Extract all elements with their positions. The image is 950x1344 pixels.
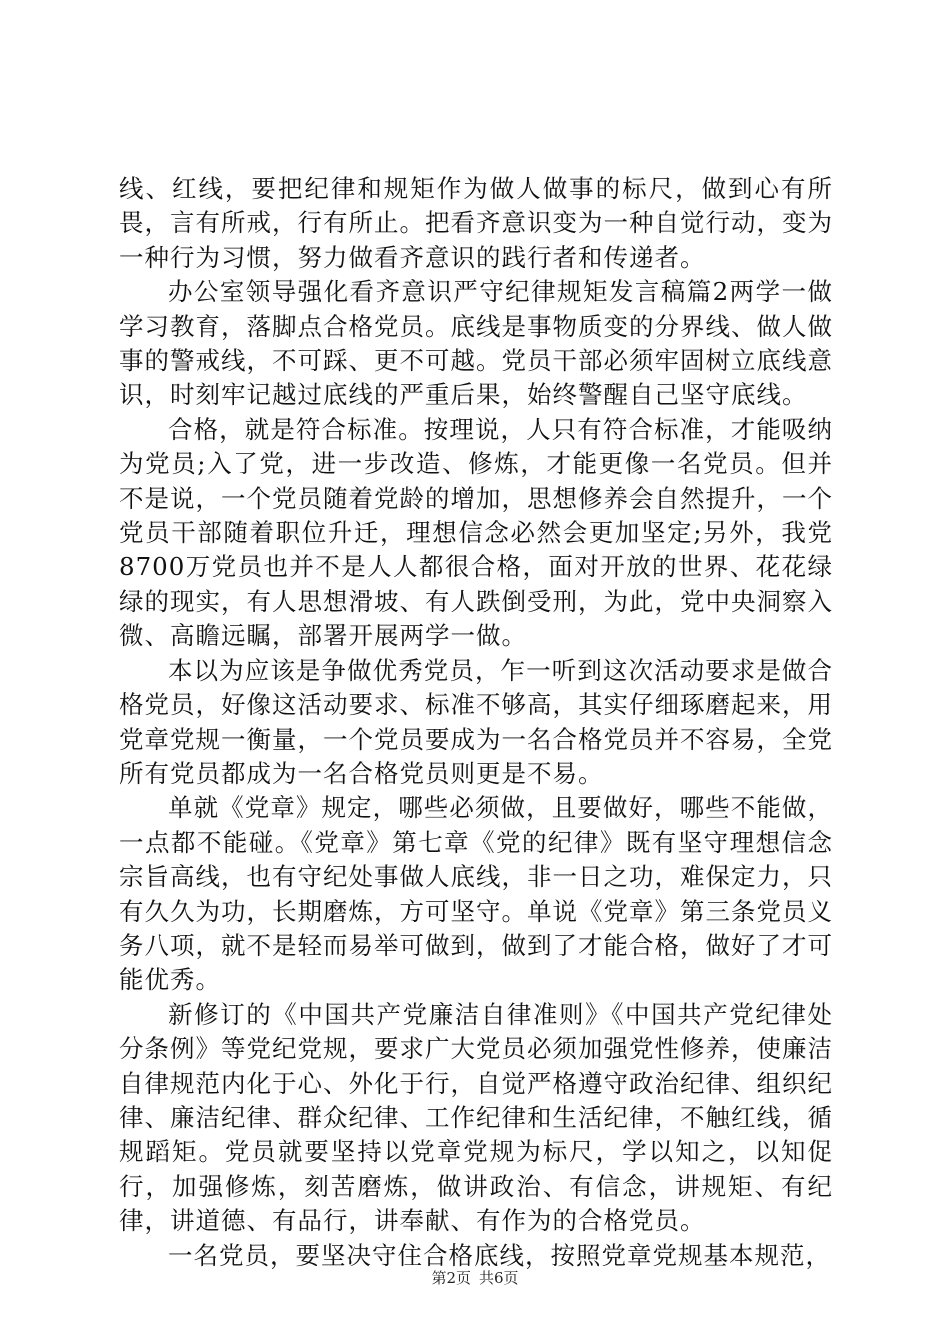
paragraph: 办公室领导强化看齐意识严守纪律规矩发言稿篇2两学一做学习教育，落脚点合格党员。底线是事物质变的分界线、做人做事的警戒线，不可踩、更不可越。党员干部必须牢固树立底线意识，时刻牢记越过底线的严重后果，始终警醒自己坚守底线。 bbox=[119, 277, 833, 410]
paragraph: 本以为应该是争做优秀党员，乍一听到这次活动要求是做合格党员，好像这活动要求、标准不够高，其实仔细琢磨起来，用党章党规一衡量，一个党员要成为一名合格党员并不容易，全党所有党员都成为一名合格党员则更是不易。 bbox=[119, 655, 833, 788]
page-total: 共6页 bbox=[479, 1269, 519, 1287]
paragraph: 一名党员，要坚决守住合格底线，按照党章党规基本规范， bbox=[168, 1240, 831, 1270]
paragraph: 单就《党章》规定，哪些必须做，且要做好，哪些不能做，一点都不能碰。《党章》第七章《党的纪律》既有坚守理想信念宗旨高线，也有守纪处事做人底线，非一日之功，难保定力，只有久久为功，长期磨炼，方可坚守。单说《党章》第三条党员义务八项，就不是轻而易举可做到，做到了才能合格，做好了才可能优秀。 bbox=[119, 793, 833, 995]
page-footer bbox=[0, 1268, 950, 1288]
document-body bbox=[119, 172, 833, 1273]
paragraph-continued: 线、红线，要把纪律和规矩作为做人做事的标尺，做到心有所畏，言有所戒，行有所止。把看齐意识变为一种自觉行动，变为一种行为习惯，努力做看齐意识的践行者和传递者。 bbox=[119, 174, 833, 272]
paragraph: 新修订的《中国共产党廉洁自律准则》《中国共产党纪律处分条例》等党纪党规，要求广大党员必须加强党性修养，使廉洁自律规范内化于心、外化于行，自觉严格遵守政治纪律、组织纪律、廉洁纪律、群众纪律、工作纪律和生活纪律，不触红线，循规蹈矩。党员就要坚持以党章党规为标尺，学以知之，以知促行，加强修炼，刻苦磨炼，做讲政治、有信念，讲规矩、有纪律，讲道德、有品行，讲奉献、有作为的合格党员。 bbox=[119, 999, 833, 1236]
paragraph: 合格，就是符合标准。按理说，人只有符合标准，才能吸纳为党员;入了党，进一步改造、修炼，才能更像一名党员。但并不是说，一个党员随着党龄的增加，思想修养会自然提升，一个党员干部随着职位升迁，理想信念必然会更加坚定;另外，我党8700万党员也并不是人人都很合格，面对开放的世界、花花绿绿的现实，有人思想滑坡、有人跌倒受刑，为此，党中央洞察入微、高瞻远瞩，部署开展两学一做。 bbox=[119, 414, 833, 651]
page-number: 第2页 bbox=[431, 1269, 471, 1287]
